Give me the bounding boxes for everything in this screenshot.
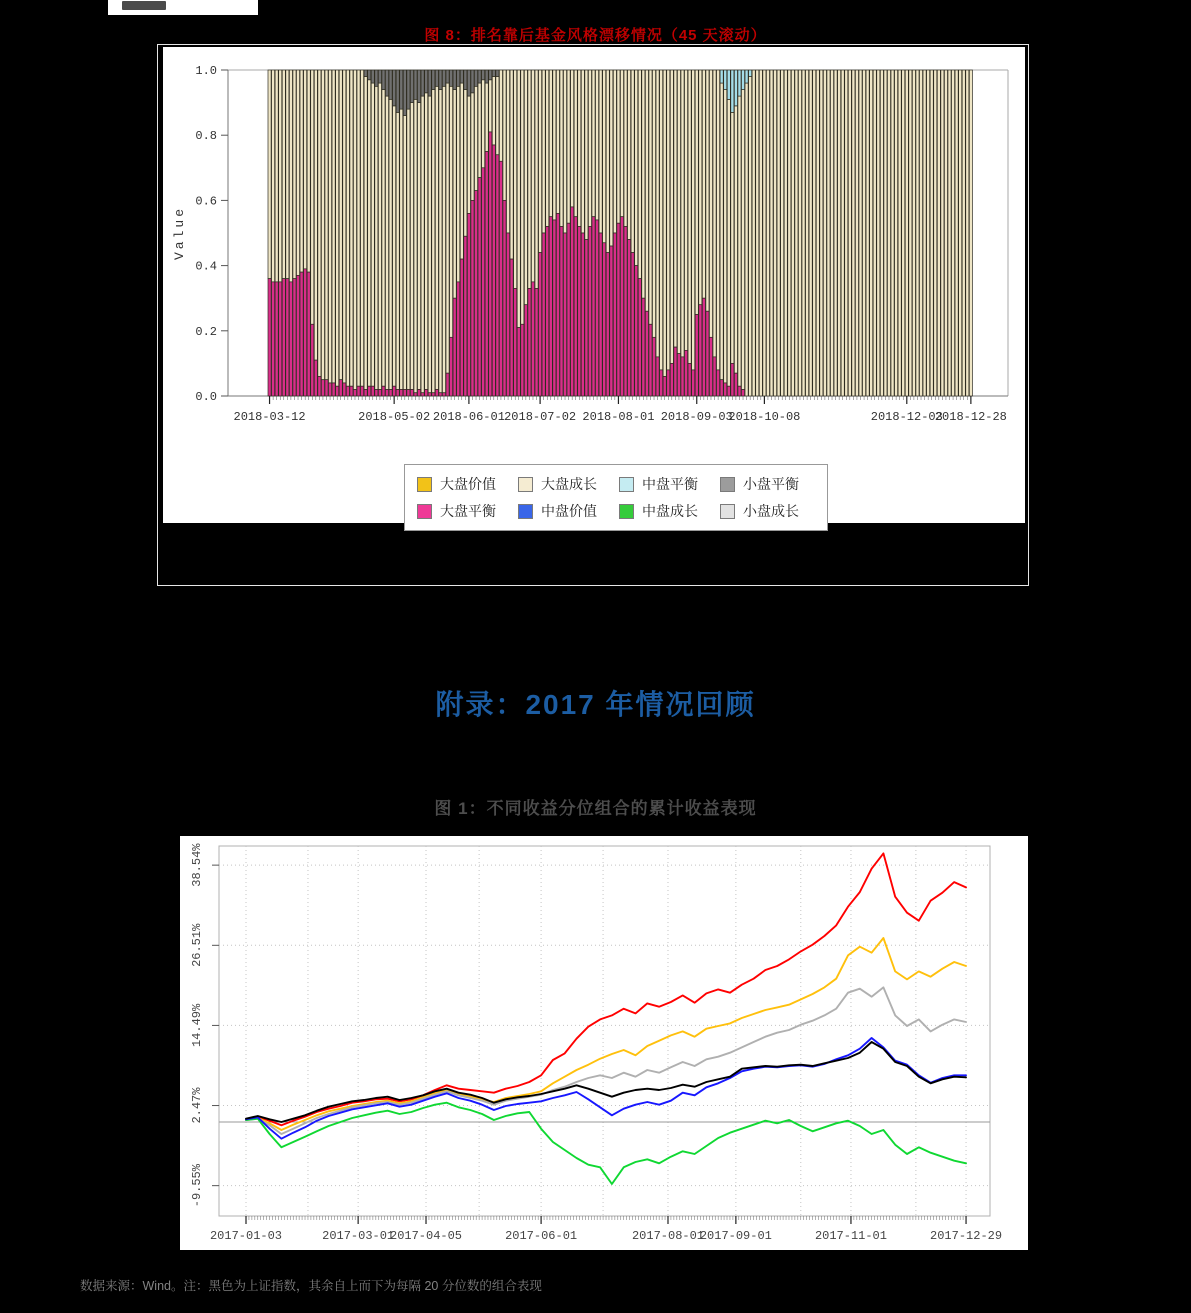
legend-label: 大盘价值 bbox=[440, 476, 496, 492]
style-drift-bar-chart bbox=[163, 47, 1025, 521]
svg-text:14.49%: 14.49% bbox=[190, 1003, 204, 1048]
svg-text:2017-01-03: 2017-01-03 bbox=[209, 1229, 283, 1243]
legend-swatch bbox=[417, 504, 432, 519]
svg-text:0.4: 0.4 bbox=[195, 259, 217, 274]
svg-text:2017-11-01: 2017-11-01 bbox=[814, 1229, 887, 1243]
legend-label: 小盘成长 bbox=[743, 503, 799, 519]
cumulative-return-line-chart bbox=[180, 836, 1028, 1250]
figure8-chart-area bbox=[163, 47, 1025, 523]
svg-text:2018-10-08: 2018-10-08 bbox=[728, 410, 801, 424]
legend-item bbox=[720, 474, 815, 494]
legend-item bbox=[619, 501, 714, 521]
svg-text:-9.55%: -9.55% bbox=[190, 1164, 204, 1208]
legend-label: 小盘平衡 bbox=[743, 476, 799, 492]
svg-text:0.6: 0.6 bbox=[195, 194, 217, 209]
svg-text:2017-09-01: 2017-09-01 bbox=[699, 1229, 772, 1243]
svg-text:2017-12-29: 2017-12-29 bbox=[930, 1229, 1003, 1243]
legend-label: 中盘价值 bbox=[541, 503, 597, 519]
svg-text:2018-08-01: 2018-08-01 bbox=[582, 410, 655, 424]
legend-item bbox=[518, 474, 613, 494]
svg-text:2018-12-03: 2018-12-03 bbox=[870, 410, 943, 424]
svg-text:1.0: 1.0 bbox=[195, 64, 217, 78]
svg-text:2018-09-03: 2018-09-03 bbox=[660, 410, 733, 424]
legend-item bbox=[417, 501, 512, 521]
legend-label: 大盘平衡 bbox=[440, 503, 496, 519]
appendix-heading: 附录：2017 年情况回顾 bbox=[435, 689, 756, 720]
svg-text:2018-05-02: 2018-05-02 bbox=[358, 410, 431, 424]
svg-text:2018-12-28: 2018-12-28 bbox=[934, 410, 1007, 424]
svg-text:0.2: 0.2 bbox=[195, 324, 217, 339]
figure8-container bbox=[157, 44, 1029, 586]
svg-text:0.8: 0.8 bbox=[195, 129, 217, 144]
svg-text:2018-07-02: 2018-07-02 bbox=[504, 410, 577, 424]
figure1-title: 图 1：不同收益分位组合的累计收益表现 bbox=[434, 799, 757, 818]
svg-text:2017-03-01: 2017-03-01 bbox=[322, 1229, 395, 1243]
svg-text:2018-03-12: 2018-03-12 bbox=[233, 410, 306, 424]
logo-mark bbox=[122, 1, 166, 10]
legend-swatch bbox=[720, 477, 735, 492]
legend-swatch bbox=[619, 477, 634, 492]
svg-text:2.47%: 2.47% bbox=[190, 1087, 204, 1124]
legend-swatch bbox=[417, 477, 432, 492]
legend-item bbox=[619, 474, 714, 494]
legend-swatch bbox=[518, 504, 533, 519]
svg-text:2017-06-01: 2017-06-01 bbox=[505, 1229, 578, 1243]
figure8-legend bbox=[404, 464, 828, 531]
svg-text:0.0: 0.0 bbox=[195, 390, 217, 404]
svg-text:2017-04-05: 2017-04-05 bbox=[390, 1229, 463, 1243]
legend-label: 中盘成长 bbox=[642, 503, 698, 519]
svg-text:2018-06-01: 2018-06-01 bbox=[432, 410, 505, 424]
legend-label: 大盘成长 bbox=[541, 476, 597, 492]
legend-item bbox=[518, 501, 613, 521]
svg-text:26.51%: 26.51% bbox=[190, 923, 204, 967]
figure8-title: 图 8：排名靠后基金风格漂移情况（45 天滚动） bbox=[424, 27, 767, 44]
logo-placeholder bbox=[108, 0, 258, 15]
legend-item bbox=[720, 501, 815, 521]
legend-item bbox=[417, 474, 512, 494]
source-note: 数据来源：Wind。注：黑色为上证指数，其余自上而下为每隔 20 分位数的组合表现 bbox=[80, 1279, 542, 1293]
figure1-chart-area bbox=[180, 836, 1028, 1250]
legend-label: 中盘平衡 bbox=[642, 476, 698, 492]
legend-swatch bbox=[518, 477, 533, 492]
legend-swatch bbox=[720, 504, 735, 519]
svg-text:2017-08-01: 2017-08-01 bbox=[631, 1229, 705, 1243]
legend-swatch bbox=[619, 504, 634, 519]
svg-text:Value: Value bbox=[172, 205, 187, 261]
svg-text:38.54%: 38.54% bbox=[190, 843, 204, 887]
